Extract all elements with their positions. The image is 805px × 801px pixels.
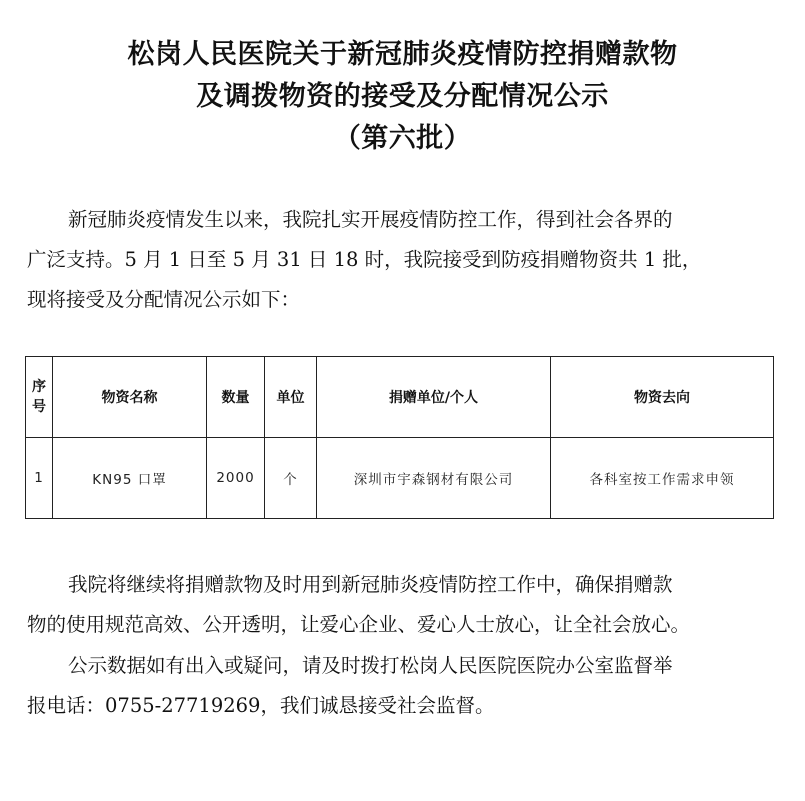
header-seq: 序号 [26, 357, 53, 438]
closing-p1-line-2: 物的使用规范高效、公开透明，让爱心企业、爱心人士放心，让全社会放心。 [27, 613, 691, 636]
closing-p2-line-2: 报电话：0755-27719269，我们诚恳接受社会监督。 [27, 694, 495, 717]
table-row [26, 438, 774, 519]
intro-line-2: 广泛支持。5 月 1 日至 5 月 31 日 18 时，我院接受到防疫捐赠物资共 1 批， [27, 248, 702, 271]
donation-table [25, 356, 774, 519]
cell-unit: 个 [265, 438, 317, 519]
document-title-line-2: 及调拨物资的接受及分配情况公示 [196, 81, 609, 112]
table-header-row [26, 357, 774, 438]
closing-paragraph-1 [27, 565, 782, 645]
header-quantity: 数量 [207, 357, 265, 438]
cell-seq: 1 [26, 438, 53, 519]
cell-item-name: KN95 口罩 [53, 438, 207, 519]
closing-p2-line-1: 公示数据如有出入或疑问，请及时拨打松岗人民医院医院办公室监督举 [68, 654, 673, 677]
cell-donor: 深圳市宇森钢材有限公司 [317, 438, 551, 519]
intro-paragraph [27, 200, 782, 320]
header-donor: 捐赠单位/个人 [317, 357, 551, 438]
closing-paragraph-2 [27, 646, 782, 726]
header-unit: 单位 [265, 357, 317, 438]
header-item-name: 物资名称 [53, 357, 207, 438]
header-destination: 物资去向 [551, 357, 774, 438]
document-title-line-1: 松岗人民医院关于新冠肺炎疫情防控捐赠款物 [127, 39, 678, 70]
closing-p1-line-1: 我院将继续将捐赠款物及时用到新冠肺炎疫情防控工作中，确保捐赠款 [68, 573, 673, 596]
cell-destination: 各科室按工作需求申领 [551, 438, 774, 519]
intro-line-1: 新冠肺炎疫情发生以来，我院扎实开展疫情防控工作，得到社会各界的 [68, 208, 673, 231]
intro-line-3: 现将接受及分配情况公示如下： [27, 288, 301, 311]
cell-quantity: 2000 [207, 438, 265, 519]
document-title-batch: （第六批） [333, 123, 472, 154]
